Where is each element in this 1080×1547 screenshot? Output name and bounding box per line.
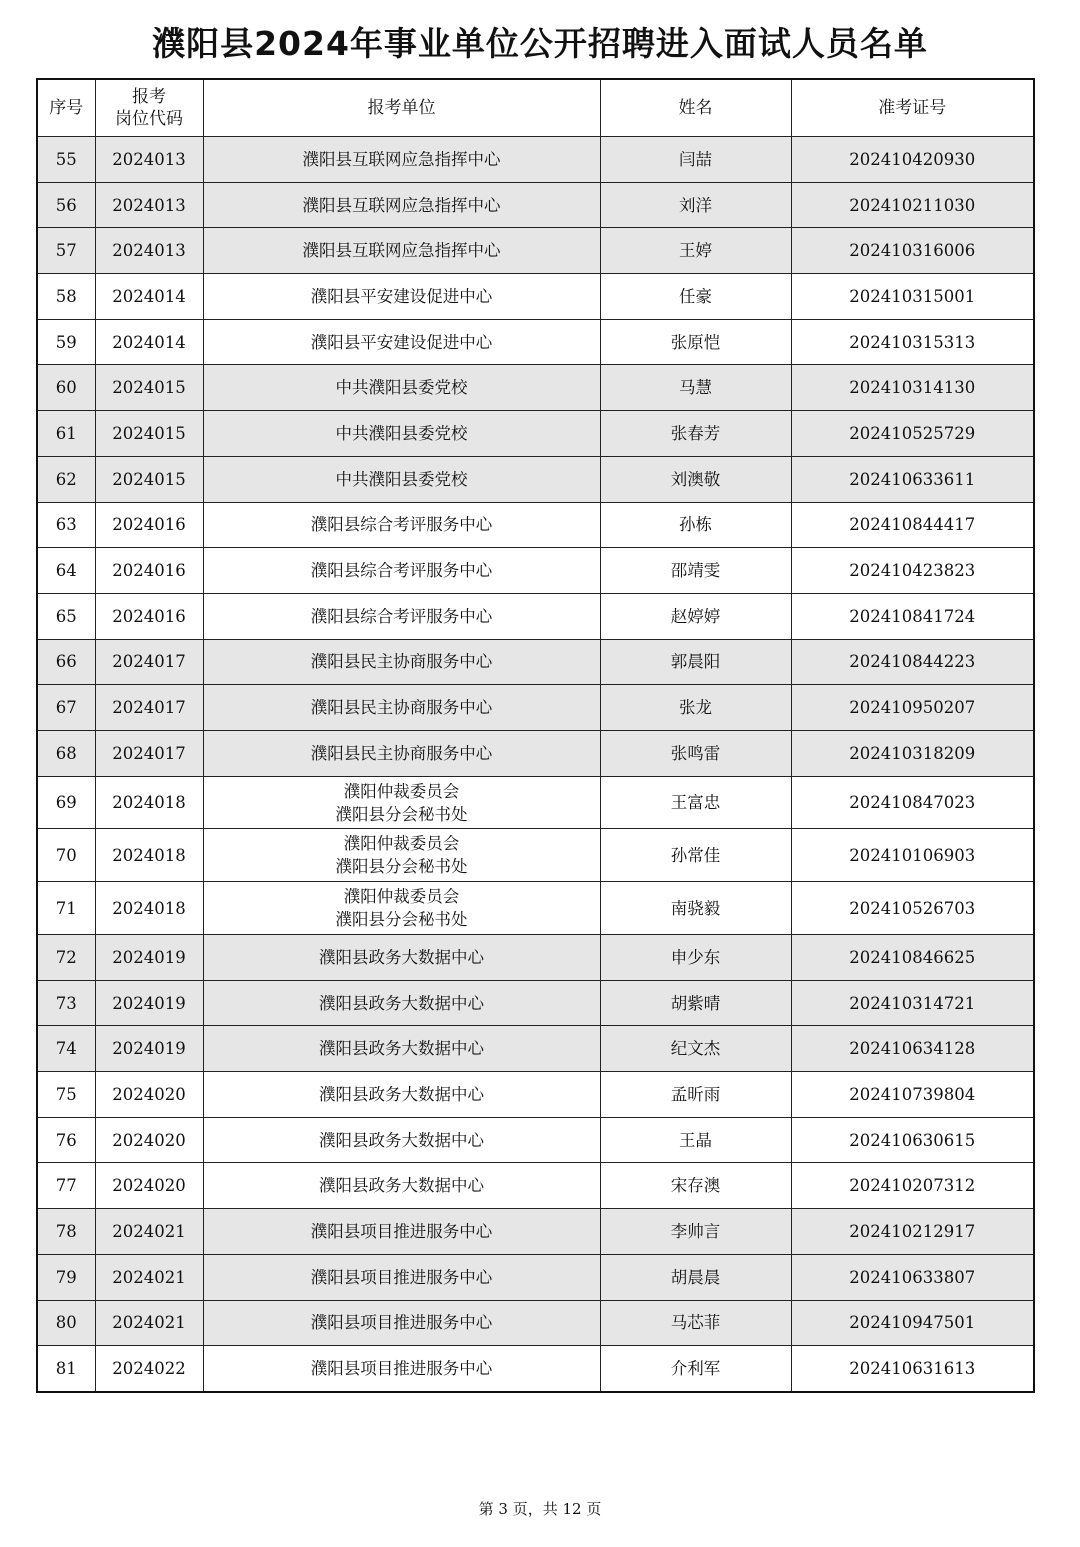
table-row bbox=[37, 1072, 1034, 1118]
cell-seq: 75 bbox=[37, 1072, 95, 1118]
cell-name: 马芯菲 bbox=[600, 1300, 791, 1346]
header-row bbox=[37, 79, 1034, 137]
cell-position-code: 2024022 bbox=[95, 1346, 203, 1392]
page-title: 濮阳县2024年事业单位公开招聘进入面试人员名单 bbox=[152, 24, 928, 63]
cell-unit bbox=[203, 829, 600, 882]
cell-seq: 64 bbox=[37, 548, 95, 594]
cell-exam-id: 202410207312 bbox=[791, 1163, 1034, 1209]
header-seq: 序号 bbox=[37, 79, 95, 137]
cell-exam-id: 202410634128 bbox=[791, 1026, 1034, 1072]
cell-name: 申少东 bbox=[600, 935, 791, 981]
table-row bbox=[37, 980, 1034, 1026]
header-name: 姓名 bbox=[600, 79, 791, 137]
cell-seq: 59 bbox=[37, 319, 95, 365]
cell-unit: 濮阳县项目推进服务中心 bbox=[203, 1209, 600, 1255]
cell-name: 邵靖雯 bbox=[600, 548, 791, 594]
cell-unit: 濮阳县互联网应急指挥中心 bbox=[203, 137, 600, 183]
cell-exam-id: 202410630615 bbox=[791, 1117, 1034, 1163]
cell-position-code: 2024020 bbox=[95, 1163, 203, 1209]
cell-unit: 濮阳县政务大数据中心 bbox=[203, 980, 600, 1026]
cell-exam-id: 202410106903 bbox=[791, 829, 1034, 882]
cell-seq: 57 bbox=[37, 228, 95, 274]
cell-name: 张春芳 bbox=[600, 411, 791, 457]
cell-position-code: 2024013 bbox=[95, 137, 203, 183]
cell-exam-id: 202410316006 bbox=[791, 228, 1034, 274]
cell-name: 孟昕雨 bbox=[600, 1072, 791, 1118]
table-row bbox=[37, 411, 1034, 457]
cell-seq: 70 bbox=[37, 829, 95, 882]
cell-exam-id: 202410423823 bbox=[791, 548, 1034, 594]
cell-position-code: 2024016 bbox=[95, 593, 203, 639]
cell-name: 赵婷婷 bbox=[600, 593, 791, 639]
cell-name: 南骁毅 bbox=[600, 882, 791, 935]
cell-name: 王富忠 bbox=[600, 776, 791, 829]
cell-exam-id: 202410739804 bbox=[791, 1072, 1034, 1118]
cell-seq: 65 bbox=[37, 593, 95, 639]
cell-name: 马慧 bbox=[600, 365, 791, 411]
header-position-code-line2: 岗位代码 bbox=[115, 109, 183, 129]
cell-seq: 68 bbox=[37, 730, 95, 776]
cell-name: 李帅言 bbox=[600, 1209, 791, 1255]
cell-name: 任豪 bbox=[600, 274, 791, 320]
cell-unit-line2: 濮阳县分会秘书处 bbox=[335, 857, 468, 877]
cell-exam-id: 202410420930 bbox=[791, 137, 1034, 183]
cell-position-code: 2024013 bbox=[95, 228, 203, 274]
cell-unit: 濮阳县民主协商服务中心 bbox=[203, 730, 600, 776]
cell-seq: 74 bbox=[37, 1026, 95, 1072]
cell-position-code: 2024016 bbox=[95, 548, 203, 594]
cell-name: 张原恺 bbox=[600, 319, 791, 365]
cell-position-code: 2024017 bbox=[95, 639, 203, 685]
cell-seq: 56 bbox=[37, 182, 95, 228]
cell-unit-line1: 濮阳仲裁委员会 bbox=[343, 834, 460, 854]
cell-seq: 69 bbox=[37, 776, 95, 829]
cell-seq: 79 bbox=[37, 1254, 95, 1300]
cell-exam-id: 202410633807 bbox=[791, 1254, 1034, 1300]
cell-seq: 58 bbox=[37, 274, 95, 320]
table-row bbox=[37, 182, 1034, 228]
cell-position-code: 2024018 bbox=[95, 776, 203, 829]
cell-unit: 中共濮阳县委党校 bbox=[203, 411, 600, 457]
table-row bbox=[37, 319, 1034, 365]
cell-unit: 濮阳县政务大数据中心 bbox=[203, 935, 600, 981]
table-row bbox=[37, 548, 1034, 594]
header-position-code bbox=[95, 79, 203, 137]
cell-unit: 濮阳县政务大数据中心 bbox=[203, 1117, 600, 1163]
cell-name: 孙常佳 bbox=[600, 829, 791, 882]
table-row bbox=[37, 935, 1034, 981]
cell-exam-id: 202410950207 bbox=[791, 685, 1034, 731]
table-row bbox=[37, 1026, 1034, 1072]
cell-unit: 濮阳县平安建设促进中心 bbox=[203, 319, 600, 365]
cell-unit: 濮阳县政务大数据中心 bbox=[203, 1163, 600, 1209]
cell-seq: 67 bbox=[37, 685, 95, 731]
cell-position-code: 2024018 bbox=[95, 882, 203, 935]
cell-unit: 濮阳县民主协商服务中心 bbox=[203, 639, 600, 685]
cell-exam-id: 202410847023 bbox=[791, 776, 1034, 829]
table-body bbox=[37, 137, 1034, 1392]
cell-unit-line2: 濮阳县分会秘书处 bbox=[335, 804, 468, 824]
cell-position-code: 2024016 bbox=[95, 502, 203, 548]
cell-unit-line2: 濮阳县分会秘书处 bbox=[335, 910, 468, 930]
cell-exam-id: 202410315001 bbox=[791, 274, 1034, 320]
cell-unit: 濮阳县项目推进服务中心 bbox=[203, 1346, 600, 1392]
table-row bbox=[37, 365, 1034, 411]
table-row bbox=[37, 1254, 1034, 1300]
cell-unit: 濮阳县互联网应急指挥中心 bbox=[203, 228, 600, 274]
cell-name: 王晶 bbox=[600, 1117, 791, 1163]
cell-exam-id: 202410631613 bbox=[791, 1346, 1034, 1392]
cell-exam-id: 202410318209 bbox=[791, 730, 1034, 776]
table-row bbox=[37, 456, 1034, 502]
cell-unit: 濮阳县综合考评服务中心 bbox=[203, 593, 600, 639]
cell-exam-id: 202410633611 bbox=[791, 456, 1034, 502]
cell-exam-id: 202410314721 bbox=[791, 980, 1034, 1026]
cell-position-code: 2024013 bbox=[95, 182, 203, 228]
cell-exam-id: 202410315313 bbox=[791, 319, 1034, 365]
cell-unit: 濮阳县政务大数据中心 bbox=[203, 1072, 600, 1118]
cell-seq: 63 bbox=[37, 502, 95, 548]
cell-seq: 73 bbox=[37, 980, 95, 1026]
cell-seq: 60 bbox=[37, 365, 95, 411]
header-unit: 报考单位 bbox=[203, 79, 600, 137]
cell-seq: 81 bbox=[37, 1346, 95, 1392]
cell-seq: 78 bbox=[37, 1209, 95, 1255]
cell-position-code: 2024019 bbox=[95, 1026, 203, 1072]
cell-seq: 66 bbox=[37, 639, 95, 685]
cell-unit: 濮阳县民主协商服务中心 bbox=[203, 685, 600, 731]
cell-seq: 55 bbox=[37, 137, 95, 183]
cell-exam-id: 202410211030 bbox=[791, 182, 1034, 228]
cell-seq: 62 bbox=[37, 456, 95, 502]
table-row bbox=[37, 593, 1034, 639]
table-row bbox=[37, 639, 1034, 685]
table-row bbox=[37, 228, 1034, 274]
cell-name: 纪文杰 bbox=[600, 1026, 791, 1072]
cell-unit: 濮阳县平安建设促进中心 bbox=[203, 274, 600, 320]
cell-unit: 中共濮阳县委党校 bbox=[203, 456, 600, 502]
table-row bbox=[37, 274, 1034, 320]
cell-name: 刘澳敬 bbox=[600, 456, 791, 502]
cell-unit: 濮阳县项目推进服务中心 bbox=[203, 1254, 600, 1300]
cell-position-code: 2024015 bbox=[95, 365, 203, 411]
candidate-table bbox=[36, 78, 1035, 1393]
cell-name: 刘洋 bbox=[600, 182, 791, 228]
cell-unit: 中共濮阳县委党校 bbox=[203, 365, 600, 411]
header-exam-id: 准考证号 bbox=[791, 79, 1034, 137]
cell-position-code: 2024021 bbox=[95, 1254, 203, 1300]
cell-name: 张龙 bbox=[600, 685, 791, 731]
cell-position-code: 2024019 bbox=[95, 980, 203, 1026]
table-row bbox=[37, 776, 1034, 829]
table-row bbox=[37, 882, 1034, 935]
cell-exam-id: 202410841724 bbox=[791, 593, 1034, 639]
cell-seq: 71 bbox=[37, 882, 95, 935]
header-position-code-line1: 报考 bbox=[132, 87, 166, 107]
table-row bbox=[37, 502, 1034, 548]
cell-position-code: 2024015 bbox=[95, 411, 203, 457]
cell-position-code: 2024020 bbox=[95, 1117, 203, 1163]
cell-position-code: 2024018 bbox=[95, 829, 203, 882]
table-row bbox=[37, 1117, 1034, 1163]
cell-position-code: 2024021 bbox=[95, 1209, 203, 1255]
table-row bbox=[37, 1163, 1034, 1209]
cell-position-code: 2024014 bbox=[95, 274, 203, 320]
cell-name: 孙栋 bbox=[600, 502, 791, 548]
cell-position-code: 2024017 bbox=[95, 730, 203, 776]
table-row bbox=[37, 1209, 1034, 1255]
cell-unit: 濮阳县政务大数据中心 bbox=[203, 1026, 600, 1072]
cell-position-code: 2024021 bbox=[95, 1300, 203, 1346]
cell-seq: 76 bbox=[37, 1117, 95, 1163]
cell-position-code: 2024019 bbox=[95, 935, 203, 981]
cell-name: 胡紫晴 bbox=[600, 980, 791, 1026]
cell-position-code: 2024014 bbox=[95, 319, 203, 365]
table-row bbox=[37, 1300, 1034, 1346]
table-header bbox=[37, 79, 1034, 137]
cell-exam-id: 202410846625 bbox=[791, 935, 1034, 981]
table-row bbox=[37, 730, 1034, 776]
cell-seq: 77 bbox=[37, 1163, 95, 1209]
cell-unit-line1: 濮阳仲裁委员会 bbox=[343, 887, 460, 907]
cell-name: 闫喆 bbox=[600, 137, 791, 183]
cell-position-code: 2024017 bbox=[95, 685, 203, 731]
cell-seq: 72 bbox=[37, 935, 95, 981]
cell-name: 宋存澳 bbox=[600, 1163, 791, 1209]
cell-unit: 濮阳县综合考评服务中心 bbox=[203, 548, 600, 594]
table-row bbox=[37, 1346, 1034, 1392]
cell-unit bbox=[203, 882, 600, 935]
table-row bbox=[37, 829, 1034, 882]
cell-exam-id: 202410844417 bbox=[791, 502, 1034, 548]
cell-exam-id: 202410314130 bbox=[791, 365, 1034, 411]
cell-unit: 濮阳县综合考评服务中心 bbox=[203, 502, 600, 548]
cell-exam-id: 202410525729 bbox=[791, 411, 1034, 457]
cell-exam-id: 202410212917 bbox=[791, 1209, 1034, 1255]
page-footer: 第 3 页，共 12 页 bbox=[478, 1500, 602, 1518]
cell-seq: 80 bbox=[37, 1300, 95, 1346]
table-row bbox=[37, 137, 1034, 183]
cell-unit bbox=[203, 776, 600, 829]
cell-position-code: 2024020 bbox=[95, 1072, 203, 1118]
cell-name: 介利军 bbox=[600, 1346, 791, 1392]
cell-exam-id: 202410947501 bbox=[791, 1300, 1034, 1346]
cell-unit: 濮阳县互联网应急指挥中心 bbox=[203, 182, 600, 228]
cell-name: 胡晨晨 bbox=[600, 1254, 791, 1300]
cell-name: 王婷 bbox=[600, 228, 791, 274]
table-row bbox=[37, 685, 1034, 731]
cell-exam-id: 202410526703 bbox=[791, 882, 1034, 935]
cell-exam-id: 202410844223 bbox=[791, 639, 1034, 685]
cell-unit-line1: 濮阳仲裁委员会 bbox=[343, 781, 460, 801]
cell-name: 郭晨阳 bbox=[600, 639, 791, 685]
cell-unit: 濮阳县项目推进服务中心 bbox=[203, 1300, 600, 1346]
cell-name: 张鸣雷 bbox=[600, 730, 791, 776]
cell-position-code: 2024015 bbox=[95, 456, 203, 502]
cell-seq: 61 bbox=[37, 411, 95, 457]
